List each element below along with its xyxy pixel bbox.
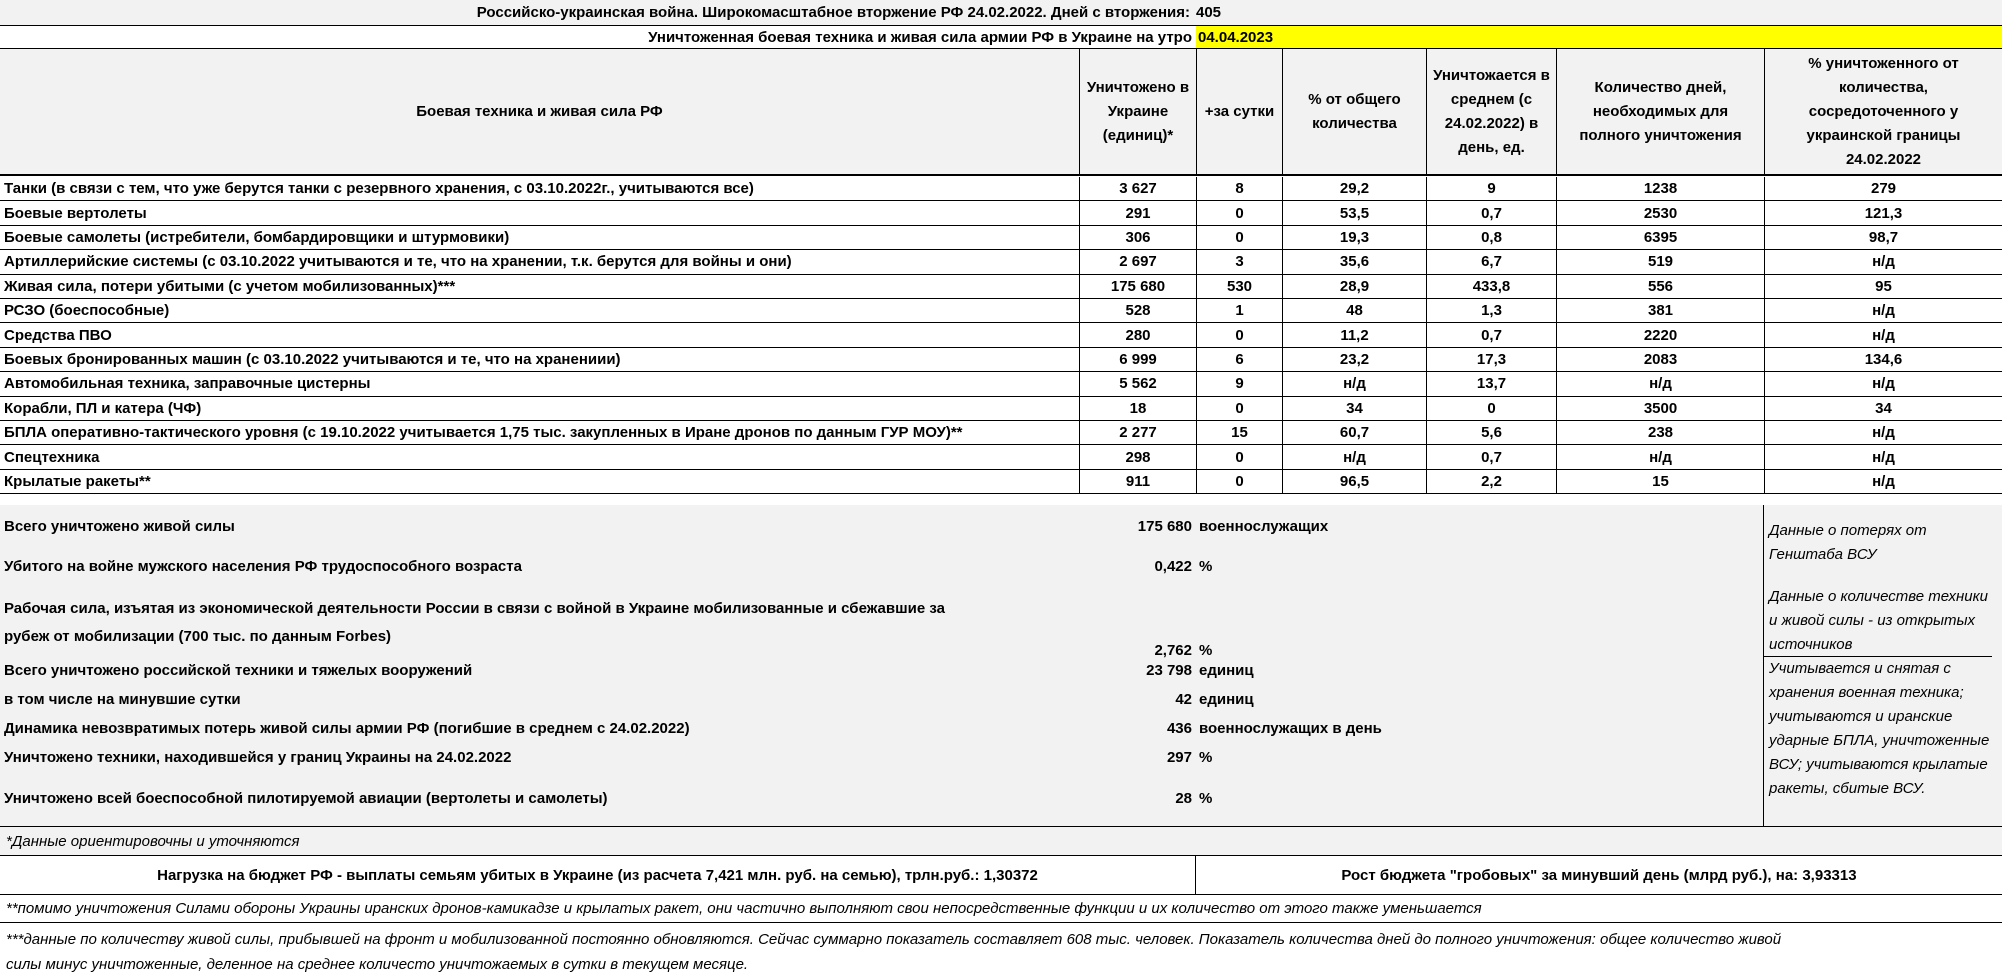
budget-row	[0, 856, 2002, 895]
cell-day[interactable]: 530	[1197, 275, 1283, 298]
cell-day[interactable]: 0	[1197, 226, 1283, 249]
cell-avg[interactable]: 0	[1427, 397, 1557, 420]
cell-destroyed[interactable]: 3 627	[1080, 177, 1197, 200]
cell-day[interactable]: 6	[1197, 348, 1283, 371]
title-row	[0, 0, 2002, 26]
cell-days-left[interactable]: н/д	[1557, 372, 1765, 395]
cell-name[interactable]: Боевых бронированных машин (с 03.10.2022 учитываются и те, что на хранениии)	[0, 348, 1080, 371]
table-row	[0, 348, 2002, 372]
col-header-days-left: Количество дней, необходимых для полного уничтожения	[1557, 49, 1765, 174]
cell-pct-total[interactable]: 11,2	[1283, 323, 1427, 346]
cell-name[interactable]: БПЛА оперативно-тактического уровня (с 19.10.2022 учитывается 1,75 тыс. закупленных в Иране дронов по данным ГУР МОУ)**	[0, 421, 1080, 444]
cell-day[interactable]: 0	[1197, 323, 1283, 346]
footnote-3-row	[0, 923, 2002, 979]
summary-label: Рабочая сила, изъятая из экономической деятельности России в связи с войной в Украине мобилизованные и сбежавшие за	[4, 600, 945, 617]
cell-pct-total[interactable]: н/д	[1283, 372, 1427, 395]
cell-destroyed[interactable]: 298	[1080, 445, 1197, 468]
cell-name[interactable]: Боевые самолеты (истребители, бомбардировщики и штурмовики)	[0, 226, 1080, 249]
table-row	[0, 201, 2002, 225]
summary-row	[0, 597, 1760, 659]
summary-label: Всего уничтожено живой силы	[4, 518, 235, 535]
summary-label: в том числе на минувшие сутки	[4, 691, 241, 708]
cell-days-left[interactable]: 238	[1557, 421, 1765, 444]
days-count: 405	[1196, 4, 1222, 21]
footnote-3-line-2: силы минус уничтоженные, деленное на среднее количесто уничтожаемых в сутки в текущем месяце.	[6, 956, 749, 973]
cell-name[interactable]: Автомобильная техника, заправочные цистерны	[0, 372, 1080, 395]
col-header-day: +за сутки	[1197, 49, 1283, 174]
cell-destroyed[interactable]: 911	[1080, 470, 1197, 493]
cell-destroyed[interactable]: 6 999	[1080, 348, 1197, 371]
footnote-2-row	[0, 895, 2002, 923]
cell-pct-total[interactable]: 96,5	[1283, 470, 1427, 493]
summary-row	[0, 515, 1760, 539]
table-row	[0, 275, 2002, 299]
summary-row	[0, 688, 1760, 712]
table-row	[0, 445, 2002, 469]
table-row	[0, 372, 2002, 396]
cell-name[interactable]: Крылатые ракеты**	[0, 470, 1080, 493]
table-row	[0, 397, 2002, 421]
cell-day[interactable]: 3	[1197, 250, 1283, 273]
cell-avg[interactable]: 0,7	[1427, 323, 1557, 346]
side-note-3: Учитывается и снятая с хранения военная техника; учитываются и иранские ударные БПЛА, уничтоженные ВСУ; учитываются крылатые ракеты, сбитые ВСУ.	[1764, 656, 1992, 801]
cell-avg[interactable]: 9	[1427, 177, 1557, 200]
title-text: Российско-украинская война. Широкомасштабное вторжение РФ 24.02.2022. Дней с вторжения:	[476, 4, 1190, 21]
report-date[interactable]: 04.04.2023	[1196, 26, 2002, 48]
side-note-2: Данные о количестве техники и живой силы - из открытых источников	[1769, 588, 1989, 653]
footnote-1-row	[0, 827, 2002, 856]
cell-destroyed[interactable]: 528	[1080, 299, 1197, 322]
cell-pct-border[interactable]: 98,7	[1868, 228, 1899, 246]
cell-day[interactable]: 0	[1197, 397, 1283, 420]
cell-pct-border[interactable]: 34	[1875, 399, 1892, 417]
cell-destroyed[interactable]: 2 697	[1080, 250, 1197, 273]
summary-label: Всего уничтожено российской техники и тяжелых вооружений	[4, 662, 473, 679]
budget-label: Нагрузка на бюджет РФ - выплаты семьям убитых в Украине (из расчета 7,421 млн. руб. на семью), трлн.руб.:	[157, 866, 980, 884]
cell-day[interactable]: 8	[1197, 177, 1283, 200]
col-header-pct-total: % от общего количества	[1283, 49, 1427, 174]
footnote-1: *Данные ориентировочны и уточняются	[6, 832, 300, 850]
table-row	[0, 323, 2002, 347]
col-header-destroyed: Уничтожено в Украине (единиц)*	[1080, 49, 1197, 174]
cell-pct-total[interactable]: 19,3	[1283, 226, 1427, 249]
summary-label: Уничтожено техники, находившейся у границ Украины на 24.02.2022	[4, 749, 512, 766]
summary-value: 28	[1175, 790, 1192, 807]
growth-label: Рост бюджета "гробовых" за минувший день (млрд руб.), на:	[1341, 866, 1799, 884]
summary-value: 42	[1175, 691, 1192, 708]
cell-days-left[interactable]: 15	[1557, 470, 1765, 493]
table-row	[0, 421, 2002, 445]
cell-name[interactable]: Спецтехника	[0, 445, 1080, 468]
cell-day[interactable]: 1	[1197, 299, 1283, 322]
growth-cell	[1196, 856, 2002, 894]
cell-avg[interactable]: 0,8	[1427, 226, 1557, 249]
cell-destroyed[interactable]: 291	[1080, 201, 1197, 224]
cell-name[interactable]: Корабли, ПЛ и катера (ЧФ)	[0, 397, 1080, 420]
summary-unit: единиц	[1199, 691, 1254, 708]
cell-avg[interactable]: 5,6	[1427, 421, 1557, 444]
cell-day[interactable]: 0	[1197, 445, 1283, 468]
cell-avg[interactable]: 2,2	[1427, 470, 1557, 493]
cell-pct-total[interactable]: н/д	[1283, 445, 1427, 468]
cell-pct-total[interactable]: 34	[1283, 397, 1427, 420]
cell-pct-total[interactable]: 35,6	[1283, 250, 1427, 273]
summary-row	[0, 717, 1760, 741]
summary-value: 175 680	[1137, 518, 1192, 535]
table-row	[0, 226, 2002, 250]
cell-days-left[interactable]: 6395	[1557, 226, 1765, 249]
table-header	[0, 49, 2002, 176]
subtitle-text: Уничтоженная боевая техника и живая сила армии РФ в Украине на утро	[648, 28, 1192, 46]
cell-destroyed[interactable]: 2 277	[1080, 421, 1197, 444]
footnote-2: **помимо уничтожения Силами обороны Украины иранских дронов-камикадзе и крылатых ракет, они частично выполняют свои непосредственные функции и их количество от этого также уменьшается	[6, 900, 1482, 917]
cell-pct-border[interactable]: 121,3	[1864, 204, 1903, 222]
summary-unit: %	[1199, 642, 1213, 659]
summary-value: 2,762	[1154, 642, 1192, 659]
cell-pct-total[interactable]: 60,7	[1283, 421, 1427, 444]
summary-unit: %	[1199, 749, 1213, 766]
cell-days-left[interactable]: 2083	[1557, 348, 1765, 371]
cell-destroyed[interactable]: 175 680	[1080, 275, 1197, 298]
cell-day[interactable]: 0	[1197, 470, 1283, 493]
footnote-3-line-1: ***данные по количеству живой силы, прибывшей на фронт и мобилизованной постоянно обновляются. Сейчас суммарно показатель составляет 608 тыс. человек. Показатель количества дней до полного уничтожения: общее количество живой	[6, 931, 1782, 948]
cell-avg[interactable]: 13,7	[1427, 372, 1557, 395]
cell-pct-total[interactable]: 53,5	[1283, 201, 1427, 224]
summary-value: 436	[1166, 720, 1192, 737]
col-header-name: Боевая техника и живая сила РФ	[0, 49, 1080, 174]
cell-name[interactable]: Живая сила, потери убитыми (с учетом мобилизованных)***	[0, 275, 1080, 298]
summary-row	[0, 555, 1760, 579]
summary-label: Динамика невозвратимых потерь живой силы армии РФ (погибшие в среднем с 24.02.2022)	[4, 720, 690, 737]
cell-pct-border[interactable]: н/д	[1872, 472, 1895, 490]
summary-lines	[0, 505, 1765, 827]
cell-days-left[interactable]: 381	[1557, 299, 1765, 322]
cell-avg[interactable]: 433,8	[1427, 275, 1557, 298]
cell-avg[interactable]: 17,3	[1427, 348, 1557, 371]
cell-days-left[interactable]: 3500	[1557, 397, 1765, 420]
cell-name[interactable]: РСЗО (боеспособные)	[0, 299, 1080, 322]
summary-unit: военнослужащих в день	[1199, 720, 1382, 737]
side-notes	[1763, 505, 2002, 827]
cell-pct-border[interactable]: н/д	[1872, 326, 1895, 344]
cell-pct-border[interactable]: н/д	[1872, 253, 1895, 271]
cell-destroyed[interactable]: 5 562	[1080, 372, 1197, 395]
cell-pct-border[interactable]: 279	[1870, 180, 1897, 198]
summary-label-cont: рубеж от мобилизации (700 тыс. по данным Forbes)	[4, 628, 392, 645]
summary-value: 23 798	[1146, 662, 1192, 679]
cell-destroyed[interactable]: 18	[1080, 397, 1197, 420]
cell-avg[interactable]: 0,7	[1427, 201, 1557, 224]
cell-avg[interactable]: 6,7	[1427, 250, 1557, 273]
cell-days-left[interactable]: 2530	[1557, 201, 1765, 224]
summary-row	[0, 787, 1760, 811]
col-header-pct-border: % уничтоженного от количества, сосредоточенного у украинской границы 24.02.2022	[1806, 54, 1961, 168]
col-header-avg: Уничтожается в среднем (с 24.02.2022) в день, ед.	[1427, 49, 1557, 174]
summary-unit: единиц	[1199, 662, 1254, 679]
cell-name[interactable]: Средства ПВО	[0, 323, 1080, 346]
cell-days-left[interactable]: 2220	[1557, 323, 1765, 346]
summary-row	[0, 659, 1760, 683]
cell-pct-border[interactable]: 134,6	[1864, 350, 1903, 368]
cell-pct-border[interactable]: 95	[1875, 277, 1892, 295]
cell-days-left[interactable]: 519	[1557, 250, 1765, 273]
table-row	[0, 177, 2002, 201]
cell-day[interactable]: 9	[1197, 372, 1283, 395]
cell-pct-border[interactable]: н/д	[1872, 302, 1895, 320]
cell-pct-total[interactable]: 28,9	[1283, 275, 1427, 298]
cell-pct-total[interactable]: 29,2	[1283, 177, 1427, 200]
cell-destroyed[interactable]: 306	[1080, 226, 1197, 249]
cell-pct-border[interactable]: н/д	[1872, 448, 1895, 466]
cell-day[interactable]: 15	[1197, 421, 1283, 444]
budget-cell	[0, 856, 1196, 894]
side-note-1: Данные о потерях от Генштаба ВСУ	[1769, 522, 1927, 563]
summary-value: 297	[1166, 749, 1192, 766]
cell-pct-border[interactable]: н/д	[1872, 375, 1895, 393]
cell-days-left[interactable]: 1238	[1557, 177, 1765, 200]
cell-days-left[interactable]: 556	[1557, 275, 1765, 298]
cell-pct-total[interactable]: 48	[1283, 299, 1427, 322]
cell-avg[interactable]: 0,7	[1427, 445, 1557, 468]
summary-value: 0,422	[1154, 558, 1192, 575]
cell-avg[interactable]: 1,3	[1427, 299, 1557, 322]
summary-row	[0, 746, 1760, 770]
cell-destroyed[interactable]: 280	[1080, 323, 1197, 346]
table-row	[0, 470, 2002, 494]
subtitle-row	[0, 26, 2002, 49]
summary-unit: %	[1199, 790, 1213, 807]
cell-pct-total[interactable]: 23,2	[1283, 348, 1427, 371]
cell-days-left[interactable]: н/д	[1557, 445, 1765, 468]
cell-name[interactable]: Артиллерийские системы (с 03.10.2022 учитываются и те, что на хранении, т.к. берутся для войны и они)	[0, 250, 1080, 273]
growth-value: 3,93313	[1802, 866, 1857, 884]
cell-name[interactable]: Боевые вертолеты	[0, 201, 1080, 224]
summary-unit: %	[1199, 558, 1213, 575]
summary-label: Уничтожено всей боеспособной пилотируемой авиации (вертолеты и самолеты)	[4, 790, 608, 807]
cell-pct-border[interactable]: н/д	[1872, 424, 1895, 442]
summary-label: Убитого на войне мужского населения РФ трудоспособного возраста	[4, 558, 522, 575]
cell-name[interactable]: Танки (в связи с тем, что уже берутся танки с резервного хранения, с 03.10.2022г., учитываются все)	[0, 177, 1080, 200]
table-row	[0, 299, 2002, 323]
table-row	[0, 250, 2002, 274]
cell-day[interactable]: 0	[1197, 201, 1283, 224]
budget-value: 1,30372	[983, 866, 1038, 884]
summary-block	[0, 505, 2002, 827]
summary-unit: военнослужащих	[1199, 518, 1329, 535]
